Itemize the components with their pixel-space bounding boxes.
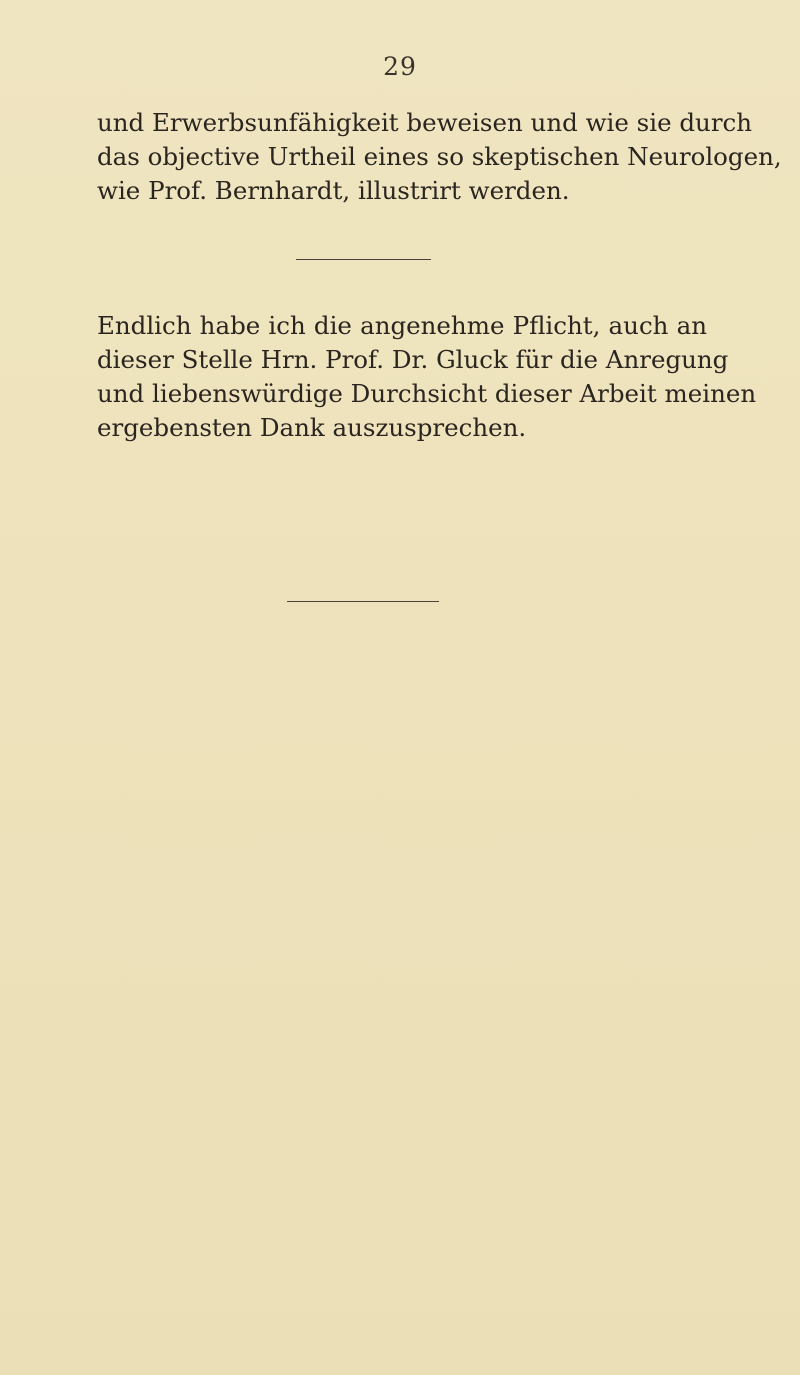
paragraph-conclusion [97,106,782,208]
text-line: und Erwerbsunfähigkeit beweisen und wie sie durch [97,108,753,137]
text-line: dieser Stelle Hrn. Prof. Dr. Gluck für die Anregung [97,345,729,374]
text-line: ergebensten Dank auszusprechen. [97,413,527,442]
section-divider [296,259,431,260]
text-line: und liebenswürdige Durchsicht dieser Arbeit meinen [97,379,757,408]
text-line: Endlich habe ich die angenehme Pflicht, auch an [97,311,707,340]
text-line: wie Prof. Bernhardt, illustrirt werden. [97,176,570,205]
paragraph-acknowledgement [97,309,757,445]
end-divider [287,601,439,602]
page-number: 29 [383,52,417,81]
text-line: das objective Urtheil eines so skeptischen Neurologen, [97,142,782,171]
